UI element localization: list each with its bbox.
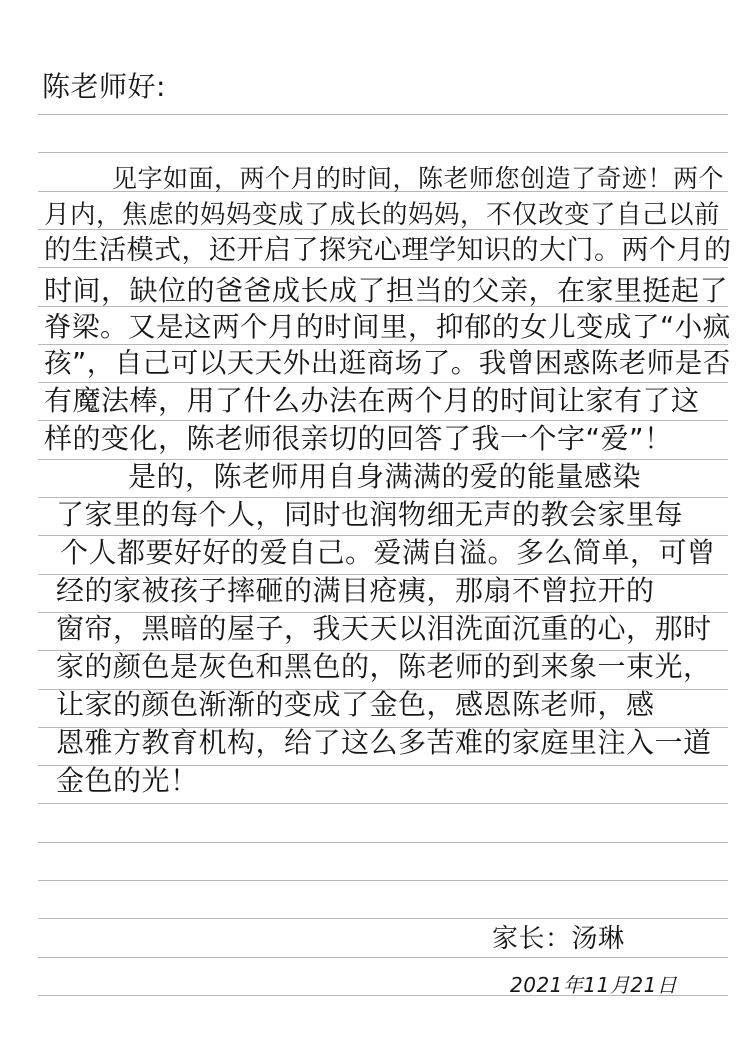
body-line: 家的颜色是灰色和黑色的，陈老师的到来象一束光，	[56, 650, 712, 683]
body-line: 的生活模式，还开启了探究心理学知识的大门。两个月的	[44, 235, 732, 266]
body-line: 了家里的每个人，同时也润物细无声的教会家里每	[56, 498, 684, 531]
signature-date: 2021年11月21日	[510, 973, 678, 997]
body-line: 样的变化，陈老师很亲切的回答了我一个字“爱”！	[44, 422, 673, 455]
ruled-line	[38, 880, 728, 881]
signature-label: 家长：汤琳	[492, 924, 625, 954]
body-line: 脊梁。又是这两个月的时间里，抑郁的女儿变成了“小疯	[44, 311, 731, 343]
body-line: 恩雅方教育机构，给了这么多苦难的家庭里注入一道	[56, 726, 712, 759]
body-line: 月内，焦虑的妈妈变成了成长的妈妈，不仅改变了自己以前	[44, 200, 721, 230]
salutation: 陈老师好:	[42, 70, 166, 103]
ruled-line	[38, 382, 728, 383]
body-line: 个人都要好好的爱自己。爱满自溢。多么简单，可曾	[60, 536, 716, 569]
ruled-line	[38, 420, 728, 421]
ruled-line	[38, 918, 728, 919]
body-line: 孩”，自己可以天天外出逛商场了。我曾困惑陈老师是否	[44, 347, 731, 379]
ruled-line	[38, 152, 728, 153]
body-line: 时间，缺位的爸爸成长成了担当的父亲，在家里挺起了	[44, 274, 729, 307]
body-line: 见字如面，两个月的时间，陈老师您创造了奇迹！两个	[112, 164, 725, 193]
ruled-line	[38, 344, 728, 345]
body-line: 让家的颜色渐渐的变成了金色，感恩陈老师，感	[56, 688, 655, 721]
body-line: 是的，陈老师用自身满满的爱的能量感染	[128, 460, 642, 493]
ruled-line	[38, 803, 728, 804]
body-line: 有魔法棒，用了什么办法在两个月的时间让家有了这	[44, 384, 700, 417]
ruled-line	[38, 842, 728, 843]
body-line: 经的家被孩子摔砸的满目疮痍，那扇不曾拉开的	[56, 574, 655, 607]
ruled-line	[38, 114, 728, 115]
body-line: 金色的光！	[56, 764, 199, 797]
body-line: 窗帘，黑暗的屋子，我天天以泪洗面沉重的心，那时	[56, 612, 712, 645]
ruled-line	[38, 957, 728, 958]
